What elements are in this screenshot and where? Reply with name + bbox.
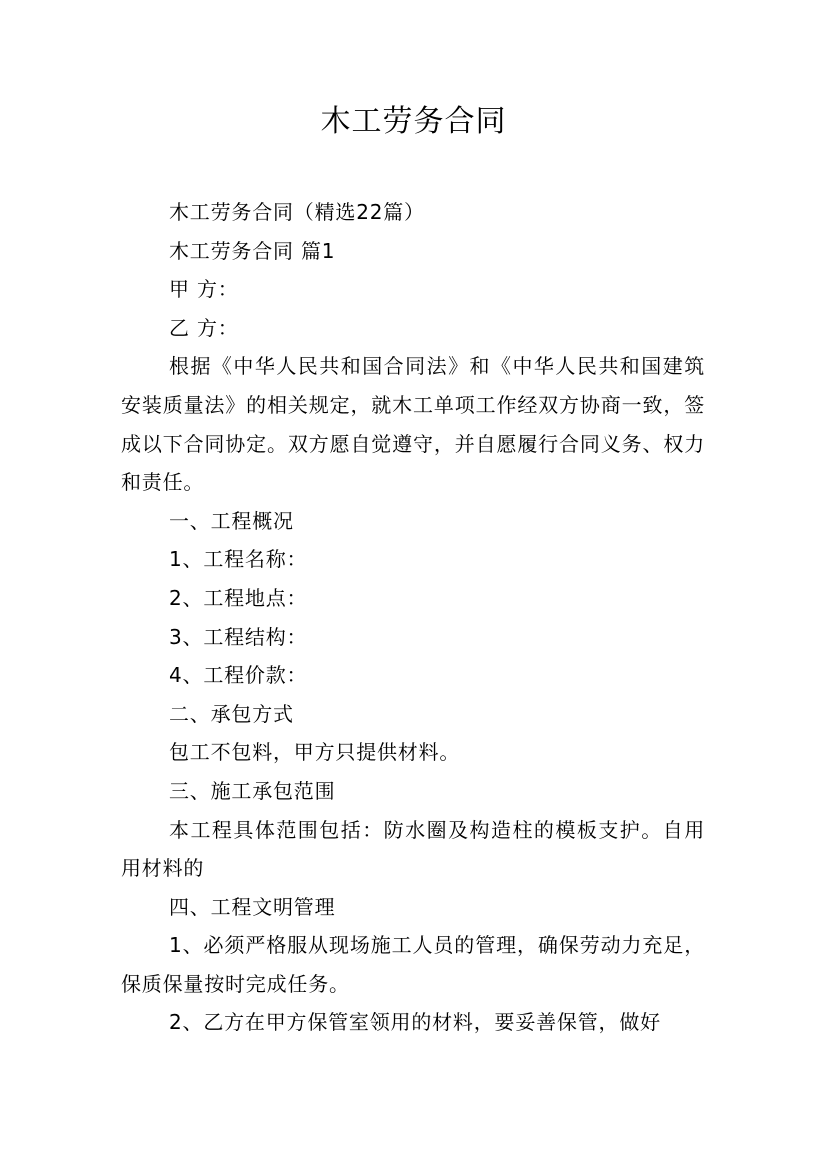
paragraph-heading-management: 四、工程文明管理 [169, 894, 336, 919]
paragraph-scope: 本工程具体范围包括：防水圈及构造柱的模板支护。自用用材料的 [121, 817, 705, 881]
paragraph-section-heading: 木工劳务合同 篇1 [169, 238, 336, 263]
paragraph-project-price: 4、工程价款： [169, 663, 308, 688]
paragraph-heading-scope: 三、施工承包范围 [169, 778, 336, 803]
paragraph-subtitle: 木工劳务合同（精选22篇） [169, 200, 425, 224]
paragraph-project-name: 1、工程名称： [169, 547, 308, 572]
document-body [121, 193, 705, 1042]
paragraph-preamble: 根据《中华人民共和国合同法》和《中华人民共和国建筑安装质量法》的相关规定，就木工单项工作经双方协商一致，签成以下合同协定。双方愿自觉遵守，并自愿履行合同义务、权力和责任。 [121, 354, 705, 495]
paragraph-management-1: 1、必须严格服从现场施工人员的管理，确保劳动力充足，保质保量按时完成任务。 [121, 933, 705, 996]
document-title: 木工劳务合同 [320, 104, 507, 139]
paragraph-heading-contract-method: 二、承包方式 [169, 701, 294, 726]
paragraph-management-2: 2、乙方在甲方保管室领用的材料，要妥善保管，做好 [169, 1010, 661, 1035]
paragraph-party-a: 甲 方： [169, 277, 239, 302]
paragraph-project-location: 2、工程地点： [169, 585, 308, 610]
paragraph-party-b: 乙 方： [169, 315, 239, 340]
paragraph-project-structure: 3、工程结构： [169, 624, 308, 649]
paragraph-contract-method: 包工不包料，甲方只提供材料。 [169, 740, 461, 765]
paragraph-heading-overview: 一、工程概况 [169, 508, 294, 533]
